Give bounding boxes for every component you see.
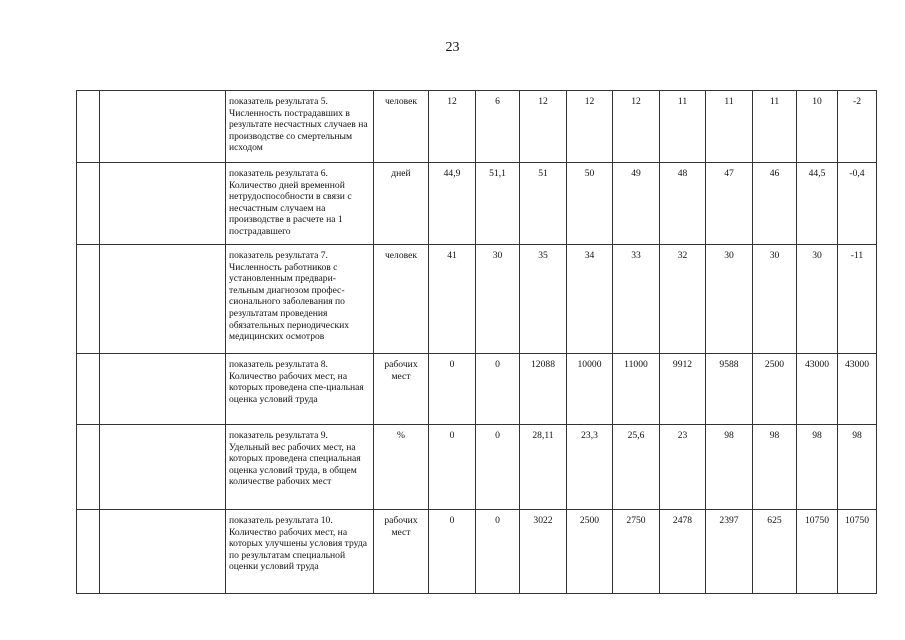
empty-cell	[100, 91, 226, 163]
value-cell: 2500	[567, 510, 613, 594]
value-cell: 6	[476, 91, 520, 163]
value-cell: 2397	[706, 510, 753, 594]
value-cell: 50	[567, 163, 613, 245]
value-cell: 49	[613, 163, 660, 245]
indicator-description: показатель результата 10. Количество рабочих мест, на которых улучшены условия труда по результатам специальной оценки условий труда	[226, 510, 374, 594]
value-cell: 10750	[838, 510, 877, 594]
value-cell: 34	[567, 245, 613, 354]
value-cell: 10	[797, 91, 838, 163]
empty-cell	[100, 245, 226, 354]
empty-cell	[77, 245, 100, 354]
value-cell: -0,4	[838, 163, 877, 245]
value-cell: 2478	[660, 510, 706, 594]
empty-cell	[77, 425, 100, 510]
value-cell: 12	[613, 91, 660, 163]
indicator-description: показатель результата 7. Численность работников с установленным предвари-тельным диагнозом профес-сионального заболевания по результатам проведения обязательных периодических медицинских осмотров	[226, 245, 374, 354]
value-cell: 23	[660, 425, 706, 510]
value-cell: 11000	[613, 354, 660, 425]
value-cell: 30	[706, 245, 753, 354]
value-cell: 51,1	[476, 163, 520, 245]
value-cell: 0	[429, 425, 476, 510]
unit-cell: рабочих мест	[374, 510, 429, 594]
value-cell: 10750	[797, 510, 838, 594]
value-cell: 51	[520, 163, 567, 245]
unit-cell: человек	[374, 245, 429, 354]
value-cell: 33	[613, 245, 660, 354]
value-cell: 12	[567, 91, 613, 163]
value-cell: 12	[429, 91, 476, 163]
empty-cell	[77, 91, 100, 163]
empty-cell	[77, 510, 100, 594]
table-row	[77, 354, 877, 425]
value-cell: 23,3	[567, 425, 613, 510]
value-cell: 46	[753, 163, 797, 245]
empty-cell	[77, 163, 100, 245]
value-cell: 9588	[706, 354, 753, 425]
table-row	[77, 163, 877, 245]
value-cell: 3022	[520, 510, 567, 594]
unit-cell: рабочих мест	[374, 354, 429, 425]
value-cell: 98	[838, 425, 877, 510]
indicators-table	[76, 90, 877, 594]
value-cell: 30	[476, 245, 520, 354]
value-cell: 30	[797, 245, 838, 354]
value-cell: 41	[429, 245, 476, 354]
value-cell: 0	[476, 354, 520, 425]
value-cell: 30	[753, 245, 797, 354]
value-cell: 25,6	[613, 425, 660, 510]
value-cell: 32	[660, 245, 706, 354]
value-cell: 0	[429, 354, 476, 425]
unit-cell: дней	[374, 163, 429, 245]
value-cell: 43000	[838, 354, 877, 425]
value-cell: 2750	[613, 510, 660, 594]
value-cell: -2	[838, 91, 877, 163]
value-cell: 12088	[520, 354, 567, 425]
value-cell: 10000	[567, 354, 613, 425]
empty-cell	[100, 163, 226, 245]
value-cell: 12	[520, 91, 567, 163]
table-row	[77, 245, 877, 354]
indicator-description: показатель результата 6. Количество дней временной нетрудоспособности в связи с несчастным случаем на производстве в расчете на 1 пострадавшего	[226, 163, 374, 245]
page-number: 23	[445, 40, 460, 55]
value-cell: 44,5	[797, 163, 838, 245]
value-cell: 2500	[753, 354, 797, 425]
indicator-description: показатель результата 5. Численность пострадавших в результате несчастных случаев на производстве со смертельным исходом	[226, 91, 374, 163]
empty-cell	[100, 354, 226, 425]
value-cell: 43000	[797, 354, 838, 425]
value-cell: 0	[429, 510, 476, 594]
value-cell: 98	[797, 425, 838, 510]
table-row	[77, 91, 877, 163]
value-cell: -11	[838, 245, 877, 354]
value-cell: 0	[476, 425, 520, 510]
value-cell: 47	[706, 163, 753, 245]
empty-cell	[100, 425, 226, 510]
indicator-description: показатель результата 8. Количество рабочих мест, на которых проведена спе-циальная оценка условий труда	[226, 354, 374, 425]
value-cell: 98	[706, 425, 753, 510]
value-cell: 11	[660, 91, 706, 163]
empty-cell	[100, 510, 226, 594]
value-cell: 9912	[660, 354, 706, 425]
empty-cell	[77, 354, 100, 425]
value-cell: 11	[706, 91, 753, 163]
value-cell: 44,9	[429, 163, 476, 245]
indicator-description: показатель результата 9. Удельный вес рабочих мест, на которых проведена специальная оценка условий труда, в общем количестве рабочих мест	[226, 425, 374, 510]
table-row	[77, 425, 877, 510]
value-cell: 98	[753, 425, 797, 510]
value-cell: 48	[660, 163, 706, 245]
value-cell: 28,11	[520, 425, 567, 510]
value-cell: 625	[753, 510, 797, 594]
value-cell: 35	[520, 245, 567, 354]
unit-cell: человек	[374, 91, 429, 163]
value-cell: 0	[476, 510, 520, 594]
table-row	[77, 510, 877, 594]
value-cell: 11	[753, 91, 797, 163]
unit-cell: %	[374, 425, 429, 510]
